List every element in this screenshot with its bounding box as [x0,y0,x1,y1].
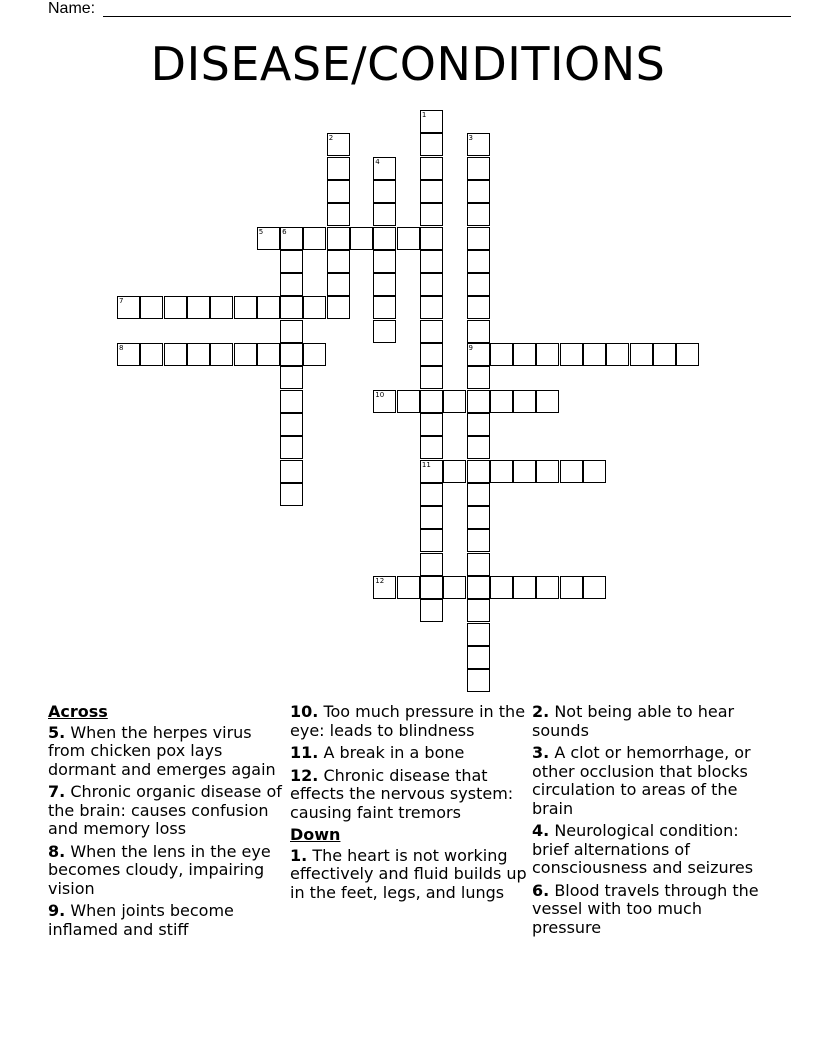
clue-across-9: 9. When joints become inflamed and stiff [48,901,234,939]
crossword-cell[interactable] [117,296,140,319]
crossword-cell[interactable] [257,296,280,319]
crossword-cell[interactable] [280,227,303,250]
crossword-cell[interactable] [164,343,187,366]
crossword-cell[interactable] [467,227,490,250]
crossword-cell[interactable] [280,413,303,436]
crossword-cell[interactable] [187,296,210,319]
crossword-cell[interactable] [280,343,303,366]
crossword-cell[interactable] [140,296,163,319]
crossword-cell[interactable] [467,366,490,389]
crossword-cell[interactable] [676,343,699,366]
clue-number: 10 [375,390,385,399]
crossword-cell[interactable] [373,576,396,599]
crossword-cell[interactable] [210,343,233,366]
clue-across-10: 10. Too much pressure in the eye: leads to blindness [290,702,526,740]
crossword-cell[interactable] [420,227,443,250]
crossword-cell[interactable] [467,390,490,413]
crossword-cell[interactable] [164,296,187,319]
clue-number: 2 [328,134,334,143]
clue-number: 9 [468,344,473,352]
crossword-cell[interactable] [467,343,490,366]
clue-number: 6 [282,227,287,236]
crossword-cell[interactable] [373,203,396,226]
crossword-cell[interactable] [420,157,443,180]
clue-number: 11 [421,460,431,469]
crossword-cell[interactable] [373,180,396,203]
clue-number: 12 [375,577,385,585]
crossword-cell[interactable] [397,390,420,413]
crossword-cell[interactable] [560,343,583,366]
clue-column-3 [532,703,767,941]
crossword-cell[interactable] [490,390,513,413]
clue-down-6: 6. Blood travels through the vessel with too much pressure [532,880,759,937]
crossword-cell[interactable] [280,483,303,506]
crossword-cell[interactable] [257,227,280,250]
clue-across-8: 8. When the lens in the eye becomes cloudy, impairing vision [48,841,271,898]
crossword-cell[interactable] [280,460,303,483]
clue-number: 3 [468,134,473,143]
clue-number: 4 [375,157,380,166]
crossword-cell[interactable] [327,273,350,296]
crossword-cell[interactable] [583,576,606,599]
crossword-cell[interactable] [303,343,326,366]
crossword-cell[interactable] [303,227,326,250]
crossword-cell[interactable] [373,250,396,273]
clue-column-2 [290,703,530,906]
crossword-cell[interactable] [467,483,490,506]
crossword-cell[interactable] [420,180,443,203]
crossword-cell[interactable] [606,343,629,366]
crossword-cell[interactable] [630,343,653,366]
crossword-cell[interactable] [420,250,443,273]
crossword-cell[interactable] [420,133,443,156]
crossword-cell[interactable] [420,203,443,226]
crossword-cell[interactable] [327,133,350,156]
crossword-cell[interactable] [467,273,490,296]
crossword-cell[interactable] [210,296,233,319]
crossword-cell[interactable] [327,203,350,226]
crossword-cell[interactable] [373,390,396,413]
crossword-cell[interactable] [513,460,536,483]
crossword-cell[interactable] [280,296,303,319]
down-heading: Down [290,825,341,844]
crossword-cell[interactable] [467,669,490,692]
crossword-cell[interactable] [373,157,396,180]
crossword-cell[interactable] [280,390,303,413]
crossword-cell[interactable] [420,413,443,436]
crossword-cell[interactable] [536,460,559,483]
crossword-cell[interactable] [467,203,490,226]
page-title: DISEASE/CONDITIONS [150,37,666,91]
crossword-cell[interactable] [420,436,443,459]
crossword-cell[interactable] [467,296,490,319]
crossword-cell[interactable] [327,250,350,273]
across-heading: Across [48,702,108,721]
crossword-cell[interactable] [420,366,443,389]
crossword-cell[interactable] [420,320,443,343]
crossword-cell[interactable] [397,576,420,599]
clue-number: 1 [421,111,427,119]
crossword-cell[interactable] [350,227,373,250]
crossword-cell[interactable] [117,343,140,366]
crossword-cell[interactable] [467,436,490,459]
crossword-cell[interactable] [420,599,443,622]
clue-number: 8 [119,344,124,352]
crossword-cell[interactable] [490,460,513,483]
crossword-cell[interactable] [420,506,443,529]
crossword-cell[interactable] [397,227,420,250]
crossword-cell[interactable] [420,273,443,296]
crossword-cell[interactable] [257,343,280,366]
crossword-cell[interactable] [443,390,466,413]
crossword-cell[interactable] [467,599,490,622]
crossword-cell[interactable] [467,133,490,156]
crossword-cell[interactable] [373,296,396,319]
crossword-cell[interactable] [653,343,676,366]
crossword-cell[interactable] [467,413,490,436]
crossword-cell[interactable] [467,250,490,273]
crossword-cell[interactable] [583,343,606,366]
crossword-cell[interactable] [536,390,559,413]
crossword-cell[interactable] [420,110,443,133]
crossword-cell[interactable] [140,343,163,366]
crossword-cell[interactable] [280,320,303,343]
crossword-cell[interactable] [420,460,443,483]
clue-across-7: 7. Chronic organic disease of the brain: causes confusion and memory loss [48,782,282,838]
name-label: Name: [48,0,96,17]
crossword-cell[interactable] [420,343,443,366]
crossword-cell[interactable] [420,390,443,413]
crossword-cell[interactable] [420,553,443,576]
crossword-cell[interactable] [467,553,490,576]
crossword-cell[interactable] [583,460,606,483]
crossword-cell[interactable] [280,250,303,273]
crossword-cell[interactable] [513,576,536,599]
crossword-cell[interactable] [467,646,490,669]
crossword-cell[interactable] [327,157,350,180]
crossword-cell[interactable] [420,576,443,599]
crossword-cell[interactable] [327,227,350,250]
crossword-cell[interactable] [536,343,559,366]
crossword-cell[interactable] [560,460,583,483]
crossword-cell[interactable] [513,343,536,366]
crossword-cell[interactable] [234,296,257,319]
crossword-cell[interactable] [420,483,443,506]
crossword-cell[interactable] [420,296,443,319]
crossword-cell[interactable] [513,390,536,413]
crossword-cell[interactable] [560,576,583,599]
crossword-cell[interactable] [490,576,513,599]
crossword-cell[interactable] [443,460,466,483]
clue-across-11: 11. A break in a bone [290,743,465,762]
crossword-cell[interactable] [234,343,257,366]
crossword-cell[interactable] [420,529,443,552]
crossword-cell[interactable] [280,436,303,459]
clue-down-1: 1. The heart is not working effectively and fluid builds up in the feet, legs, and lungs [290,845,527,902]
crossword-cell[interactable] [303,296,326,319]
crossword-cell[interactable] [280,366,303,389]
clue-number: 5 [258,227,264,236]
crossword-cell[interactable] [327,180,350,203]
crossword-cell[interactable] [467,529,490,552]
crossword-cell[interactable] [280,273,303,296]
crossword-cell[interactable] [467,157,490,180]
crossword-cell[interactable] [467,180,490,203]
crossword-cell[interactable] [373,227,396,250]
clue-down-3: 3. A clot or hemorrhage, or other occlusion that blocks circulation to areas of the brain [532,743,751,818]
crossword-cell[interactable] [187,343,210,366]
clue-across-5: 5. When the herpes virus from chicken pox lays dormant and emerges again [48,722,276,779]
clue-number: 7 [119,297,124,306]
clue-down-4: 4. Neurological condition: brief alternations of consciousness and seizures [532,821,754,877]
clue-column-1 [48,703,288,943]
crossword-cell[interactable] [467,623,490,646]
crossword-cell[interactable] [490,343,513,366]
crossword-cell[interactable] [536,576,559,599]
crossword-cell[interactable] [373,273,396,296]
clue-down-2: 2. Not being able to hear sounds [532,702,735,740]
crossword-cell[interactable] [467,506,490,529]
clue-across-12: 12. Chronic disease that effects the nervous system: causing faint tremors [290,765,514,822]
crossword-cell[interactable] [443,576,466,599]
crossword-cell[interactable] [467,320,490,343]
crossword-cell[interactable] [373,320,396,343]
crossword-cell[interactable] [467,576,490,599]
crossword-cell[interactable] [467,460,490,483]
crossword-cell[interactable] [327,296,350,319]
